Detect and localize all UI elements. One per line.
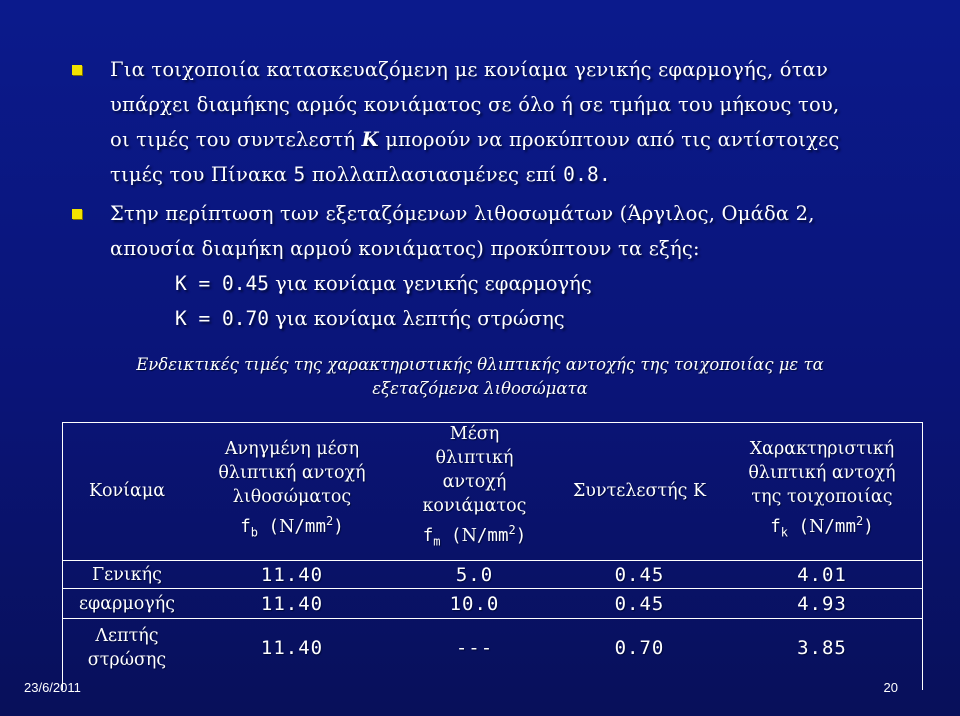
table-row-3-fk: 3.85 [797,637,847,659]
header-fk: Χαρακτηριστική θλιπτική αντοχή της τοιχοποιίας $f_k$ $(N/mm^2)$ [722,422,922,560]
table-row-1-fb: 11.40 [260,564,324,586]
paragraph-text [110,196,922,266]
page-number: 20 [883,680,898,695]
strength-table [62,422,922,690]
text-line: απουσία διαμήκη αρμού κονιάματος) προκύπτουν τα εξής: [110,237,700,260]
text-line: τιμές του Πίνακα 5 πολλαπλασιασμένες επί 0.8. [110,163,611,186]
k-value-general: K = 0.45 για κονίαμα γενικής εφαρμογής [175,272,592,295]
table-border [62,560,922,561]
header-fm: Μέση θλιπτική αντοχή κονιάματος $f_m$ $(N/mm^2)$ [392,422,557,560]
table-border [62,588,922,589]
bullet-paragraph-2 [72,196,922,266]
fb-unit: $f_b$ $(N/mm^2)$ [240,514,344,540]
footer-date: 23/6/2011 [24,680,81,695]
k-value-thin: K = 0.70 για κονίαμα λεπτής στρώσης [175,307,565,330]
text-line: Στην περίπτωση των εξεταζόμενων λιθοσωμάτων (Άργιλος, Ομάδα 2, [110,202,815,225]
table-row-3-fb: 11.40 [260,637,324,659]
table-row-2-fb: 11.40 [260,593,324,615]
table-row-2-mortar: εφαρμογής [78,594,176,614]
header-k: Συντελεστής K [572,481,707,501]
header-mortar: Κονίαμα [88,481,166,501]
text-line: οι τιμές του συντελεστή K μπορούν να προκύπτουν από τις αντίστοιχες [110,128,840,151]
fk-unit: $f_k$ $(N/mm^2)$ [770,514,874,540]
text-line: υπάρχει διαμήκης αρμός κονιάματος σε όλο ή σε τμήμα του μήκους του, [110,93,840,116]
bullet-paragraph-1 [72,52,922,192]
table-row-2-fm: 10.0 [449,593,500,615]
table-border [62,618,922,619]
table-row-3-fm: --- [455,637,494,659]
paragraph-text [110,52,922,192]
header-fb: Ανηγμένη μέση θλιπτική αντοχή λιθοσώματος $f_b$ $(N/mm^2)$ [192,422,392,560]
text-line: Για τοιχοποιία κατασκευαζόμενη με κονίαμα γενικής εφαρμογής, όταν [110,58,829,81]
table-row-2-fk: 4.93 [797,593,847,615]
table-border [922,422,923,690]
k-symbol: K [361,128,379,151]
table-caption: Ενδεικτικές τιμές της χαρακτηριστικής θλιπτικής αντοχής της τοιχοποιίας με τα εξεταζόμενα λιθοσώματα [136,355,824,398]
table-row-1-fm: 5.0 [455,564,494,586]
table-row-1-k: 0.45 [614,564,665,586]
bullet-marker-icon [72,65,82,75]
table-row-1-fk: 4.01 [797,564,847,586]
table-row-3-k: 0.70 [614,637,665,659]
table-row-3-mortar: Λεπτής στρώσης [87,626,167,670]
table-row-1-mortar: Γενικής [92,565,162,585]
table-row-2-k: 0.45 [614,593,665,615]
bullet-marker-icon [72,209,82,219]
fm-unit: $f_m$ $(N/mm^2)$ [422,523,527,549]
